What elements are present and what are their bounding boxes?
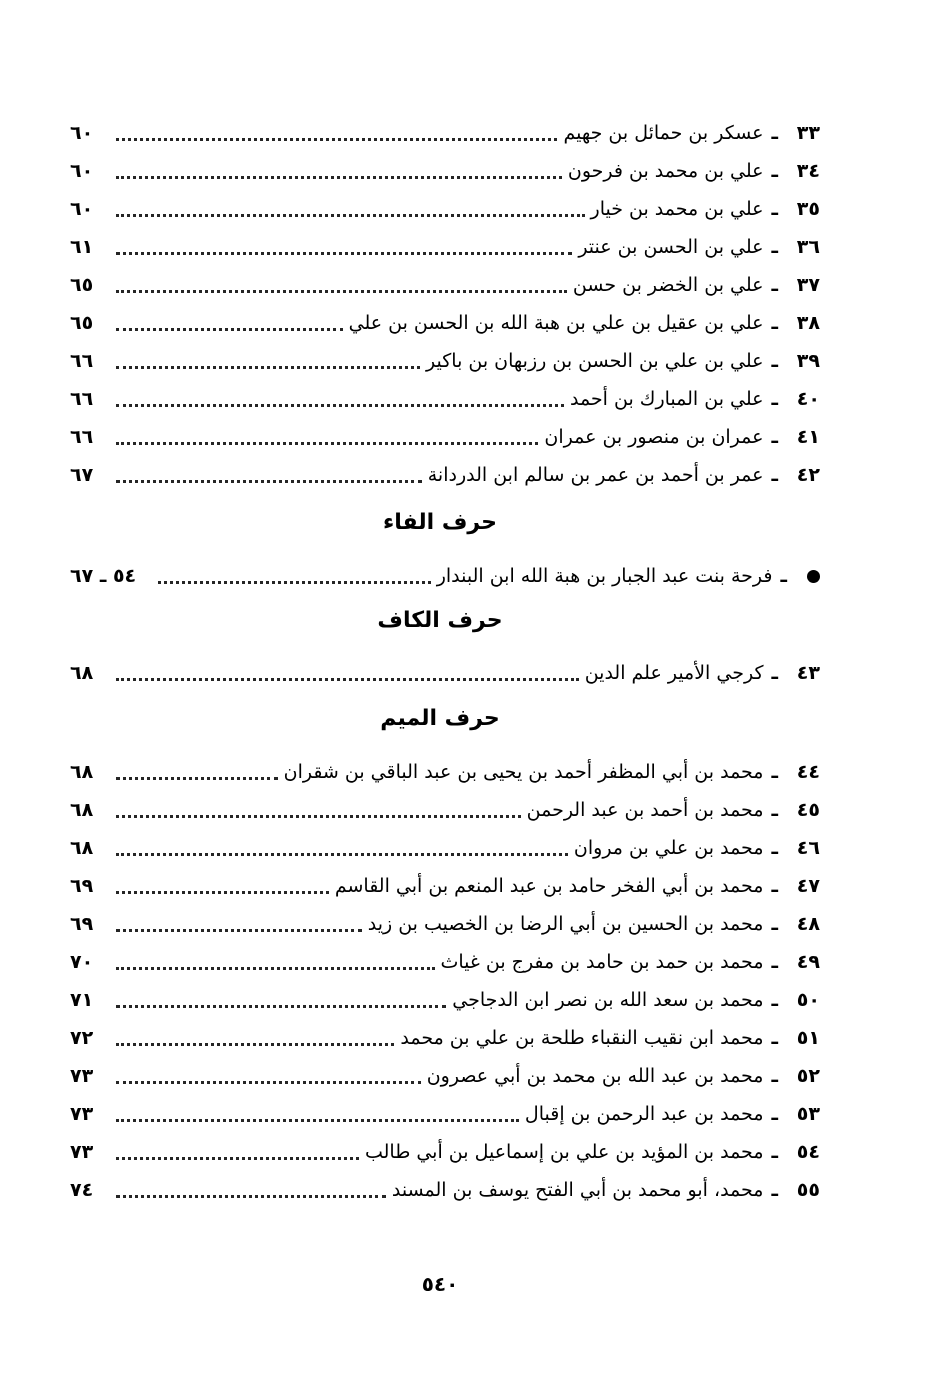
- entry-page: ٧٣: [70, 1141, 94, 1163]
- index-entry: ٥٠ ـ محمد بن سعد الله بن نصر ابن الدجاجي ٧١: [70, 989, 820, 1011]
- entry-page: ٦٦: [70, 426, 94, 448]
- entry-name: علي بن محمد بن فرحون: [567, 160, 764, 182]
- entry-page: ٧١: [70, 989, 94, 1011]
- section-heading-kaf: حرف الكاف: [377, 608, 503, 633]
- entry-page: ٦٩: [70, 913, 94, 935]
- entry-page: ٦٠: [70, 160, 94, 182]
- dot-leader: [116, 1117, 519, 1122]
- dot-leader: [116, 851, 568, 856]
- index-entry: ٥٤ ـ محمد بن المؤيد بن علي بن إسماعيل بن أبي طالب ٧٣: [70, 1141, 820, 1163]
- section-heading-faa: حرف الفاء: [383, 510, 497, 535]
- page-number: ٥٤٠: [421, 1272, 459, 1296]
- entry-name: محمد بن المؤيد بن علي بن إسماعيل بن أبي طالب: [364, 1141, 764, 1163]
- dot-leader: [116, 288, 567, 293]
- entry-page: ٦٠: [70, 198, 94, 220]
- entry-name: كرجي الأمير علم الدين: [584, 662, 764, 684]
- entry-page: ٦٨: [70, 837, 94, 859]
- index-entry: ٥١ ـ محمد ابن نقيب النقباء طلحة بن علي بن محمد ٧٢: [70, 1027, 820, 1049]
- entry-page: ٥٤ ـ ٦٧: [70, 565, 137, 587]
- index-entry: ٤٠ ـ علي بن المبارك بن أحمد ٦٦: [70, 388, 820, 410]
- index-entry: ٤٨ ـ محمد بن الحسين بن أبي الرضا بن الخصيب بن زيد ٦٩: [70, 913, 820, 935]
- section-heading-meem: حرف الميم: [380, 706, 500, 731]
- entry-number: ٥٠: [796, 989, 820, 1011]
- entry-name: علي بن محمد بن خيار: [590, 198, 764, 220]
- entry-page: ٦٠: [70, 122, 94, 144]
- entry-name: محمد بن أبي الفخر حامد بن عبد المنعم بن أبي القاسم: [334, 875, 764, 897]
- dot-leader: [116, 1193, 386, 1198]
- dot-leader: [116, 364, 420, 369]
- entry-number: ٥٥: [796, 1179, 820, 1201]
- entry-name: عسكر بن حمائل بن جهيم: [563, 122, 764, 144]
- index-entry: ٤٣ ـ كرجي الأمير علم الدين ٦٨: [70, 662, 820, 684]
- entry-name: محمد بن علي بن مروان: [573, 837, 764, 859]
- entry-number: ٤٦: [796, 837, 820, 859]
- index-entry: ٤١ ـ عمران بن منصور بن عمران ٦٦: [70, 426, 820, 448]
- index-entry: ٤٦ ـ محمد بن علي بن مروان ٦٨: [70, 837, 820, 859]
- entry-page: ٧٣: [70, 1065, 94, 1087]
- entry-page: ٦٨: [70, 799, 94, 821]
- entry-number: ٣٩: [796, 350, 820, 372]
- index-entry: ٣٦ ـ علي بن الحسن بن عنتر ٦١: [70, 236, 820, 258]
- dot-leader: [116, 136, 557, 141]
- entry-name: علي بن علي بن الحسن بن رزبهان بن باكير: [426, 350, 764, 372]
- entry-page: ٦٦: [70, 388, 94, 410]
- entry-number: ٤٩: [796, 951, 820, 973]
- entry-name: عمران بن منصور بن عمران: [544, 426, 764, 448]
- index-entry: ٤٩ ـ محمد بن حمد بن حامد بن مفرج بن غياث ٧٠: [70, 951, 820, 973]
- index-entry: ٥٣ ـ محمد بن عبد الرحمن بن إقبال ٧٣: [70, 1103, 820, 1125]
- entry-name: محمد بن أحمد بن عبد الرحمن: [526, 799, 764, 821]
- index-entry: ٣٨ ـ علي بن عقيل بن علي بن هبة الله بن الحسن بن علي ٦٥: [70, 312, 820, 334]
- entry-name: محمد بن عبد الله بن محمد بن أبي عصرون: [426, 1065, 764, 1087]
- index-entry: ـ فرحة بنت عبد الجبار بن هبة الله ابن البندار ٥٤ ـ ٦٧: [70, 558, 820, 594]
- entry-number: ٤١: [796, 426, 820, 448]
- index-entry: ٤٢ ـ عمر بن أحمد بن عمر بن سالم ابن الدردانة ٦٧: [70, 464, 820, 486]
- dot-leader: [116, 775, 278, 780]
- entry-name: علي بن المبارك بن أحمد: [569, 388, 764, 410]
- entry-page: ٦٥: [70, 274, 94, 296]
- entry-number: ٥٤: [796, 1141, 820, 1163]
- index-entry: ٥٢ ـ محمد بن عبد الله بن محمد بن أبي عصرون ٧٣: [70, 1065, 820, 1087]
- entry-number: ٤٧: [796, 875, 820, 897]
- dot-leader: [116, 174, 562, 179]
- bullet-icon: [807, 570, 820, 583]
- dot-leader: [116, 1079, 421, 1084]
- dot-leader: [116, 1155, 359, 1160]
- entry-page: ٦٥: [70, 312, 94, 334]
- entry-name: محمد، أبو محمد بن أبي الفتح يوسف بن المسند: [391, 1179, 764, 1201]
- dot-leader: [116, 1003, 446, 1008]
- entry-page: ٧٢: [70, 1027, 94, 1049]
- index-entry: ٣٩ ـ علي بن علي بن الحسن بن رزبهان بن باكير ٦٦: [70, 350, 820, 372]
- dot-leader: [116, 326, 343, 331]
- index-entry: ٣٧ ـ علي بن الخضر بن حسن ٦٥: [70, 274, 820, 296]
- dot-leader: [116, 813, 521, 818]
- entry-number: ٣٦: [796, 236, 820, 258]
- entry-page: ٧٠: [70, 951, 94, 973]
- entry-page: ٦٦: [70, 350, 94, 372]
- entry-name: علي بن عقيل بن علي بن هبة الله بن الحسن بن علي: [348, 312, 764, 334]
- entry-number: ٥١: [796, 1027, 820, 1049]
- entry-name: محمد بن أبي المظفر أحمد بن يحيى بن عبد الباقي بن شقران: [283, 761, 764, 783]
- dot-leader: [116, 1041, 394, 1046]
- entry-page: ٦٩: [70, 875, 94, 897]
- entry-number: ٤٥: [796, 799, 820, 821]
- index-entry: ٣٣ ـ عسكر بن حمائل بن جهيم ٦٠: [70, 122, 820, 144]
- entry-number: ٣٨: [796, 312, 820, 334]
- entry-number: ٣٣: [796, 122, 820, 144]
- index-entry: ٤٤ ـ محمد بن أبي المظفر أحمد بن يحيى بن عبد الباقي بن شقران ٦٨: [70, 761, 820, 783]
- dot-leader: [116, 212, 585, 217]
- dot-leader: [116, 676, 579, 681]
- dot-leader: [116, 889, 329, 894]
- entry-number: ٤٣: [796, 662, 820, 684]
- entry-name: محمد ابن نقيب النقباء طلحة بن علي بن محمد: [400, 1027, 764, 1049]
- dot-leader: [158, 579, 431, 584]
- entry-page: ٦٨: [70, 761, 94, 783]
- entry-page: ٧٣: [70, 1103, 94, 1125]
- entry-name: محمد بن سعد الله بن نصر ابن الدجاجي: [452, 989, 764, 1011]
- entry-page: ٦٨: [70, 662, 94, 684]
- dot-leader: [116, 927, 362, 932]
- entry-name: محمد بن الحسين بن أبي الرضا بن الخصيب بن زيد: [367, 913, 764, 935]
- index-entry: ٣٤ ـ علي بن محمد بن فرحون ٦٠: [70, 160, 820, 182]
- entry-number: ٣٤: [796, 160, 820, 182]
- entry-name: عمر بن أحمد بن عمر بن سالم ابن الدردانة: [427, 464, 764, 486]
- index-entry: ٣٥ ـ علي بن محمد بن خيار ٦٠: [70, 198, 820, 220]
- dot-leader: [116, 965, 435, 970]
- index-entry: ٥٥ ـ محمد، أبو محمد بن أبي الفتح يوسف بن المسند ٧٤: [70, 1179, 820, 1201]
- entry-number: ٤٤: [796, 761, 820, 783]
- entry-name: علي بن الحسن بن عنتر: [578, 236, 764, 258]
- entry-name: محمد بن حمد بن حامد بن مفرج بن غياث: [440, 951, 764, 973]
- entry-number: ٥٢: [796, 1065, 820, 1087]
- entry-number: ٣٧: [796, 274, 820, 296]
- entry-page: ٦٧: [70, 464, 94, 486]
- index-entry: ٤٧ ـ محمد بن أبي الفخر حامد بن عبد المنعم بن أبي القاسم ٦٩: [70, 875, 820, 897]
- dot-leader: [116, 440, 538, 445]
- dot-leader: [116, 402, 564, 407]
- dot-leader: [116, 250, 572, 255]
- entry-name: محمد بن عبد الرحمن بن إقبال: [524, 1103, 764, 1125]
- dot-leader: [116, 478, 422, 483]
- entry-number: ٤٠: [796, 388, 820, 410]
- entry-number: ٥٣: [796, 1103, 820, 1125]
- entry-page: ٧٤: [70, 1179, 94, 1201]
- entry-name: فرحة بنت عبد الجبار بن هبة الله ابن البندار: [436, 565, 773, 587]
- entry-number: ٤٨: [796, 913, 820, 935]
- entry-name: علي بن الخضر بن حسن: [572, 274, 764, 296]
- index-entry: ٤٥ ـ محمد بن أحمد بن عبد الرحمن ٦٨: [70, 799, 820, 821]
- entry-page: ٦١: [70, 236, 94, 258]
- entry-number: ٤٢: [796, 464, 820, 486]
- entry-number: ٣٥: [796, 198, 820, 220]
